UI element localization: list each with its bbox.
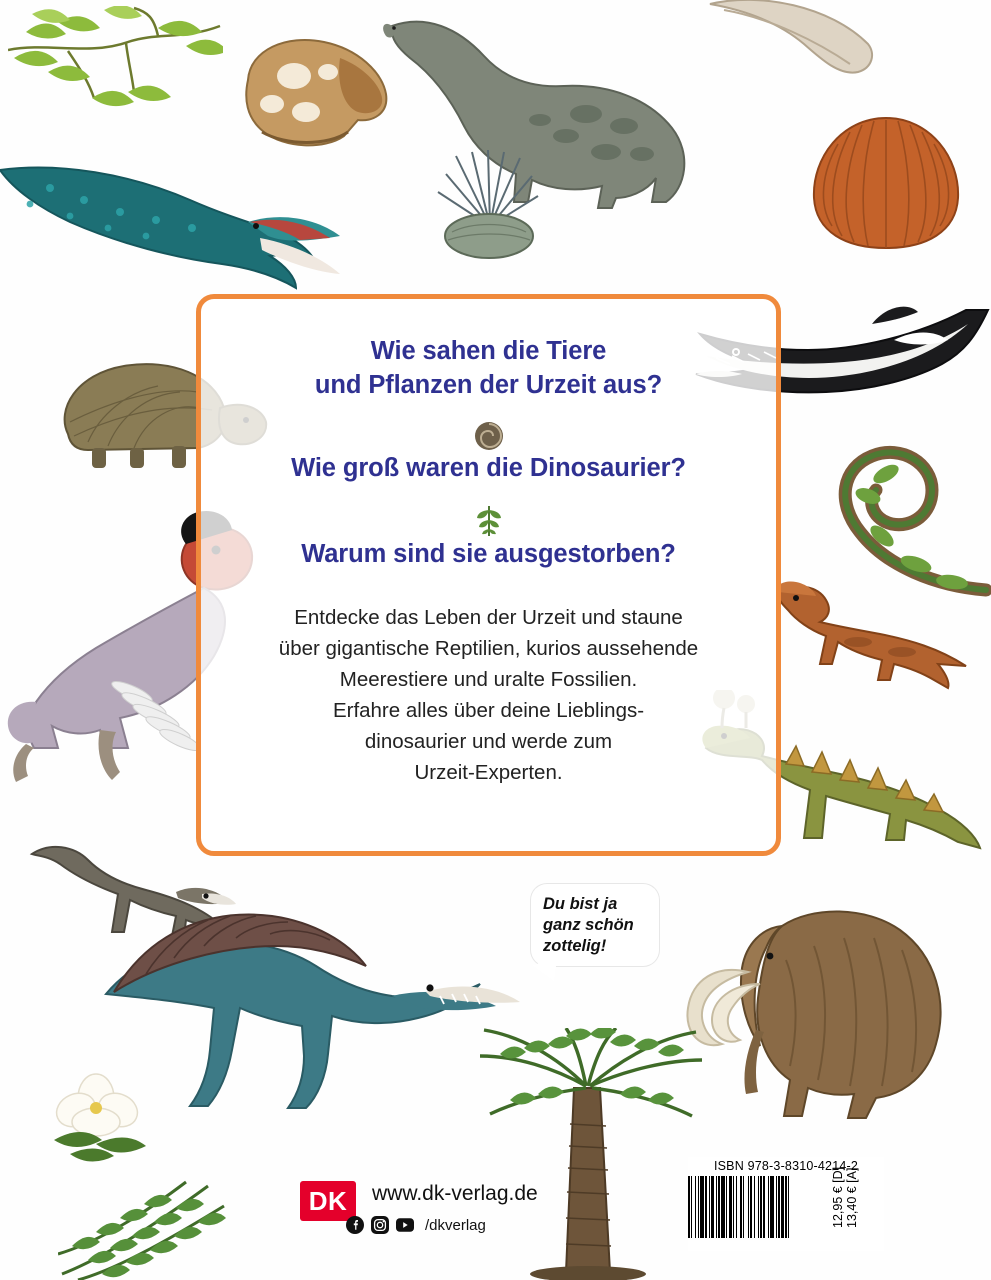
body-line-6: Urzeit-Experten.	[414, 761, 563, 785]
body-line-5: dinosaurier und werde zum	[364, 730, 613, 754]
headline-question-2: Wie groß waren die Dinosaurier?	[291, 454, 686, 483]
headline-question-3: Warum sind sie ausgestorben?	[301, 539, 676, 568]
youtube-icon[interactable]	[396, 1216, 414, 1234]
fern-fiddlehead-illustration	[816, 440, 991, 600]
sauropod-dinosaur-illustration	[380, 2, 700, 222]
body-copy	[201, 602, 776, 789]
speech-bubble-tail	[532, 958, 564, 987]
facebook-icon[interactable]	[346, 1216, 364, 1234]
pachycephalosaur-illustration	[762, 580, 972, 690]
price-block	[831, 1166, 907, 1228]
fossil-claw-illustration	[700, 0, 880, 85]
price-germany: 12,95 € [D]	[831, 1166, 845, 1228]
barcode-block	[688, 1157, 884, 1251]
fossil-shell-illustration	[806, 112, 966, 252]
speech-bubble-line-3: zottelig!	[543, 937, 607, 956]
speech-bubble	[531, 884, 659, 966]
website-url[interactable]: www.dk-verlag.de	[372, 1182, 538, 1205]
headline-question-1-line-1: Wie sahen die Tiere	[370, 337, 607, 365]
description-box	[196, 294, 781, 856]
price-austria: 13,40 € [A]	[845, 1167, 859, 1228]
body-line-3: Meerestiere und uralte Fossilien.	[339, 667, 638, 691]
headline-question-1	[219, 335, 758, 402]
body-line-1: Entdecke das Leben der Urzeit und staune	[294, 605, 683, 629]
headline-question-1-line-2: und Pflanzen der Urzeit aus?	[314, 370, 663, 399]
speech-bubble-line-1: Du bist ja	[543, 895, 618, 913]
isbn-text: ISBN 978-3-8310-4214-2	[713, 1159, 859, 1173]
social-handle: /dkverlag	[425, 1216, 486, 1234]
speech-bubble-line-2: ganz schön	[543, 916, 634, 935]
sea-urchin-fossil-illustration	[432, 148, 547, 263]
ginkgo-branch-illustration	[8, 6, 223, 126]
woolly-mammoth-illustration	[686, 880, 976, 1120]
speech-bubble-text	[531, 884, 659, 957]
mosasaur-illustration	[0, 160, 360, 310]
spinosaurus-illustration	[96, 900, 526, 1120]
dinosaur-skull-fossil-illustration	[232, 28, 392, 163]
ammonite-fossil-icon	[472, 420, 506, 452]
fern-leaf-icon	[474, 504, 504, 538]
body-line-4: Erfahre alles über deine Lieblings-	[332, 699, 645, 723]
dk-logo: DK	[300, 1181, 356, 1221]
magnolia-flower-illustration	[34, 1064, 164, 1164]
instagram-icon[interactable]	[371, 1216, 389, 1234]
social-row	[346, 1216, 486, 1234]
headline-group	[201, 299, 776, 572]
barcode-bar	[789, 1176, 791, 1238]
body-line-2: über gigantische Reptilien, kurios aussehende	[278, 636, 699, 660]
